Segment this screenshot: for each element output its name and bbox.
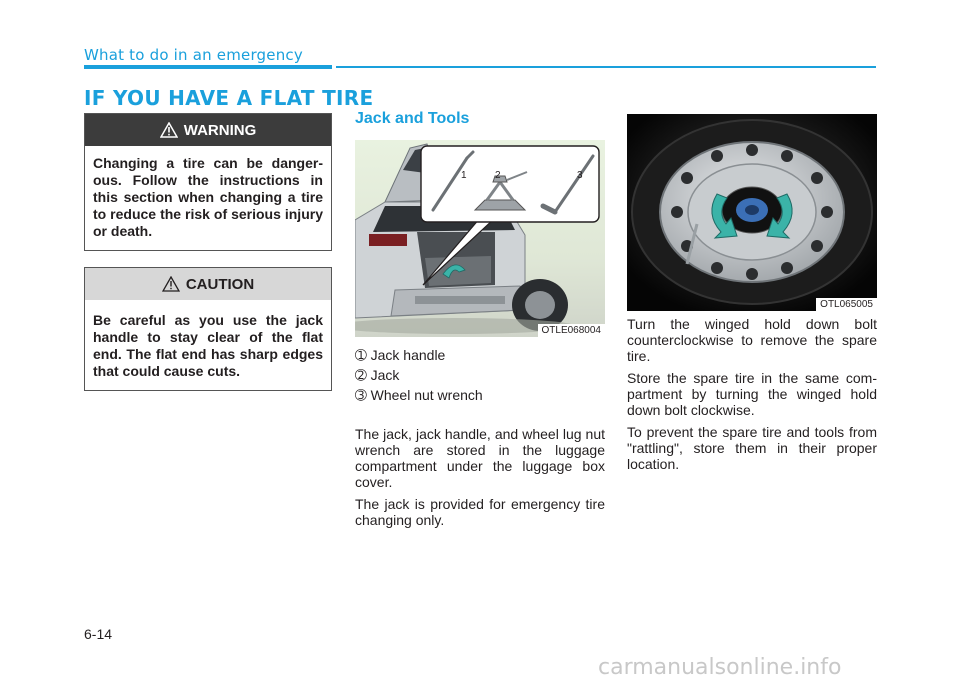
page-number: 6-14 bbox=[84, 626, 113, 642]
callout-1: 1 bbox=[461, 170, 467, 181]
jack-tools-list bbox=[355, 345, 605, 405]
prevent-rattling-paragraph: To prevent the spare tire and tools from "rattling", store them in their proper location. bbox=[627, 424, 877, 472]
caution-header bbox=[85, 268, 331, 300]
caution-label: CAUTION bbox=[185, 275, 255, 293]
page-title: IF YOU HAVE A FLAT TIRE bbox=[84, 86, 374, 110]
jack-usage-paragraph: The jack is provided for emergency tire changing only. bbox=[355, 496, 605, 528]
jack-tools-text bbox=[355, 426, 605, 534]
suv-luggage-illustration bbox=[355, 140, 605, 337]
warning-header bbox=[85, 114, 331, 146]
spare-tire-illustration bbox=[627, 114, 877, 311]
list-item-jack: ➁ Jack bbox=[355, 367, 400, 383]
jack-image-code: OTLE068004 bbox=[538, 324, 606, 337]
warning-box bbox=[84, 113, 332, 251]
caution-box bbox=[84, 267, 332, 391]
warning-triangle-icon bbox=[160, 122, 178, 138]
caution-triangle-icon bbox=[162, 276, 180, 292]
remove-spare-paragraph: Turn the winged hold down bolt counterclockwise to remove the spare tire. bbox=[627, 316, 877, 364]
jack-tools-title: Jack and Tools bbox=[355, 110, 470, 127]
list-item-jack-handle: ➀ Jack handle bbox=[355, 347, 446, 363]
watermark: carmanualsonline.info bbox=[598, 655, 842, 680]
section-header: What to do in an emergency bbox=[84, 46, 303, 64]
list-item-wheel-nut-wrench: ➂ Wheel nut wrench bbox=[355, 387, 483, 403]
callout-3: 3 bbox=[577, 170, 583, 181]
jack-tools-image bbox=[355, 140, 605, 337]
header-rule-thin bbox=[336, 66, 876, 68]
jack-storage-paragraph: The jack, jack handle, and wheel lug nut wrench are stored in the luggage compartment under the luggage box cover. bbox=[355, 426, 605, 490]
store-spare-paragraph: Store the spare tire in the same com-partment by turning the winged hold down bolt clockwise. bbox=[627, 370, 877, 418]
spare-tire-image bbox=[627, 114, 877, 311]
tire-image-code: OTL065005 bbox=[816, 298, 877, 311]
spare-tire-text bbox=[627, 316, 877, 478]
callout-2: 2 bbox=[495, 170, 501, 181]
warning-label: WARNING bbox=[183, 121, 257, 139]
header-rule-thick bbox=[84, 65, 332, 69]
caution-text: Be careful as you use the jack handle to stay clear of the flat end. The flat end has sharp edges that could cause cuts. bbox=[93, 312, 323, 379]
warning-text: Changing a tire can be danger-ous. Follow the instructions in this section when changing a tire to reduce the risk of serious injury or death. bbox=[93, 155, 323, 239]
